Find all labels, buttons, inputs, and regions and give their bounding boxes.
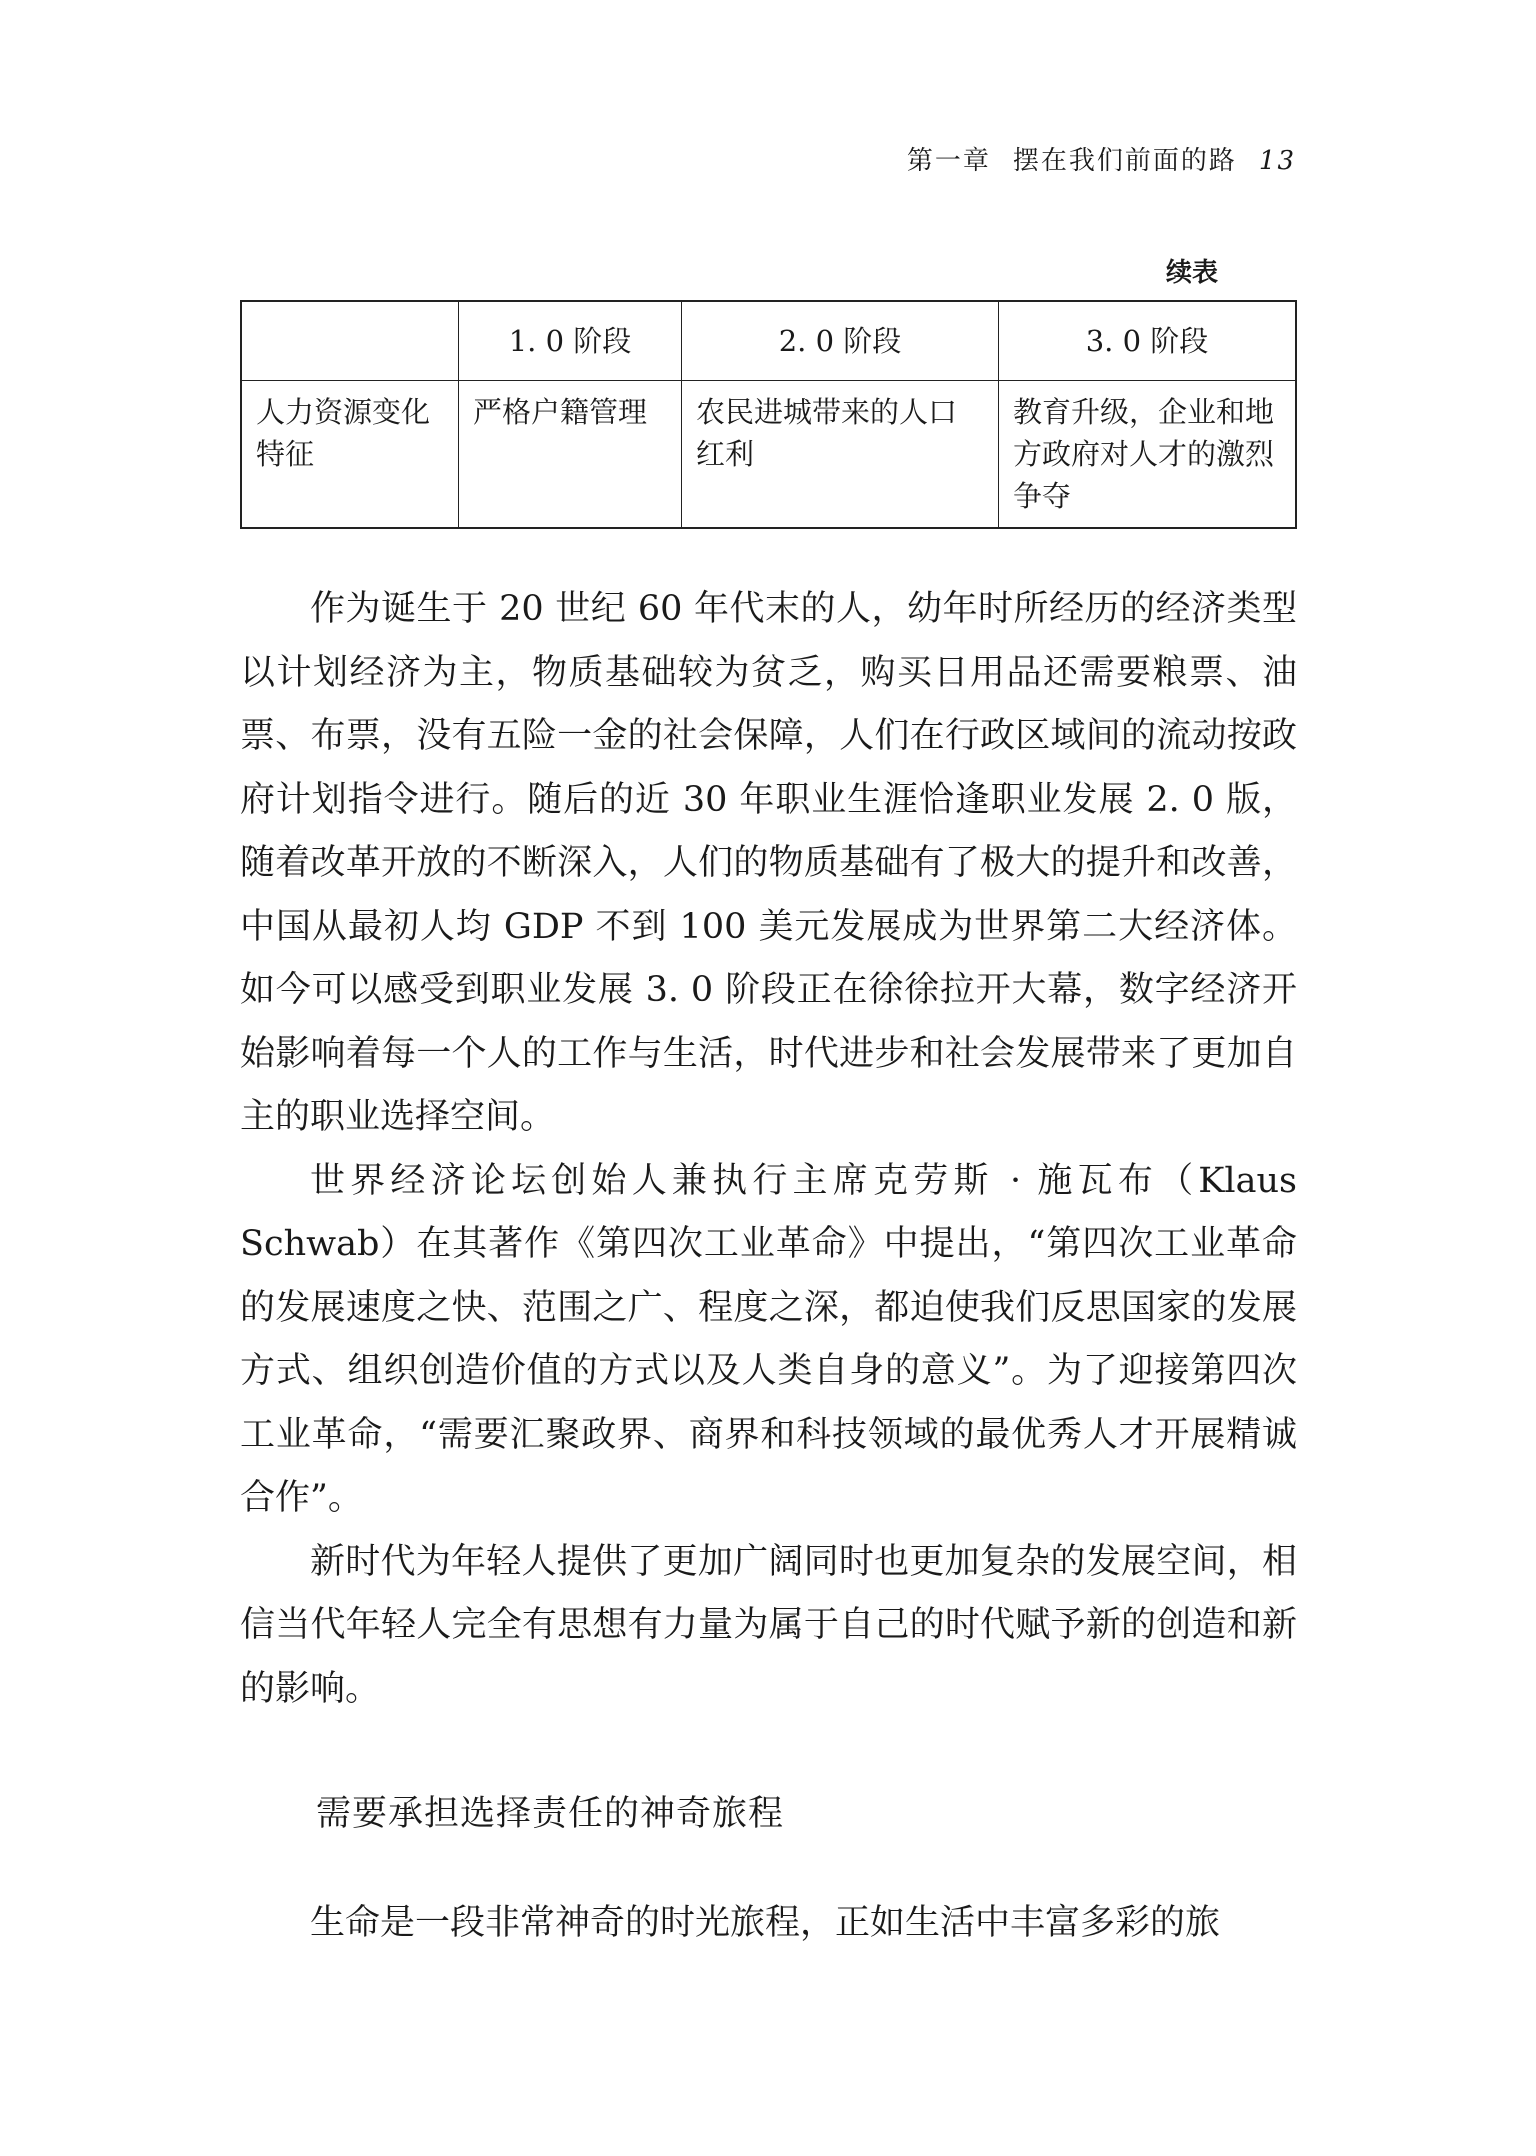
table-cell-stage-1: 严格户籍管理 bbox=[459, 381, 682, 529]
page-number: 13 bbox=[1258, 146, 1296, 176]
table-row bbox=[241, 381, 1296, 529]
section-heading: 需要承担选择责任的神奇旅程 bbox=[316, 1794, 785, 1834]
paragraph: 作为诞生于 20 世纪 60 年代末的人，幼年时所经历的经济类型以计划经济为主，物质基础较为贫乏，购买日用品还需要粮票、油票、布票，没有五险一金的社会保障，人们在行政区域间的流动按政府计划指令进行。随后的近 30 年职业生涯恰逢职业发展 2. 0 版，随着改革开放的不断深入，人们的物质基础有了极大的提升和改善，中国从最初人均 GDP 不到 100 美元发展成为世界第二大经济体。如今可以感受到职业发展 3. 0 阶段正在徐徐拉开大幕，数字经济开始影响着每一个人的工作与生活，时代进步和社会发展带来了更加自主的职业选择空间。 bbox=[240, 589, 1297, 1137]
table-header-row bbox=[241, 301, 1296, 381]
table-header-stage-3: 3. 0 阶段 bbox=[999, 301, 1297, 381]
table-cell-stage-2: 农民进城带来的人口红利 bbox=[682, 381, 999, 529]
table-row-label: 人力资源变化特征 bbox=[241, 381, 459, 529]
body-text-continued bbox=[240, 1892, 1297, 1956]
table-caption: 续表 bbox=[1165, 258, 1218, 288]
table-cell-stage-3: 教育升级，企业和地方政府对人才的激烈争夺 bbox=[999, 381, 1297, 529]
table-header-stage-2: 2. 0 阶段 bbox=[682, 301, 999, 381]
table-header-empty bbox=[241, 301, 459, 381]
paragraph: 世界经济论坛创始人兼执行主席克劳斯 · 施瓦布（Klaus Schwab）在其著作《第四次工业革命》中提出，“第四次工业革命的发展速度之快、范围之广、程度之深，都迫使我们反思国家的发展方式、组织创造价值的方式以及人类自身的意义”。为了迎接第四次工业革命，“需要汇聚政界、商界和科技领域的最优秀人才开展精诚合作”。 bbox=[240, 1160, 1297, 1518]
paragraph: 新时代为年轻人提供了更加广阔同时也更加复杂的发展空间，相信当代年轻人完全有思想有力量为属于自己的时代赋予新的创造和新的影响。 bbox=[240, 1541, 1297, 1709]
chapter-label: 第一章 bbox=[906, 146, 991, 176]
table-header-stage-1: 1. 0 阶段 bbox=[459, 301, 682, 381]
stage-comparison-table bbox=[240, 300, 1297, 529]
body-text bbox=[240, 578, 1297, 1721]
running-header bbox=[907, 140, 1296, 177]
paragraph: 生命是一段非常神奇的时光旅程，正如生活中丰富多彩的旅 bbox=[310, 1903, 1221, 1943]
chapter-title: 摆在我们前面的路 bbox=[1012, 146, 1237, 176]
